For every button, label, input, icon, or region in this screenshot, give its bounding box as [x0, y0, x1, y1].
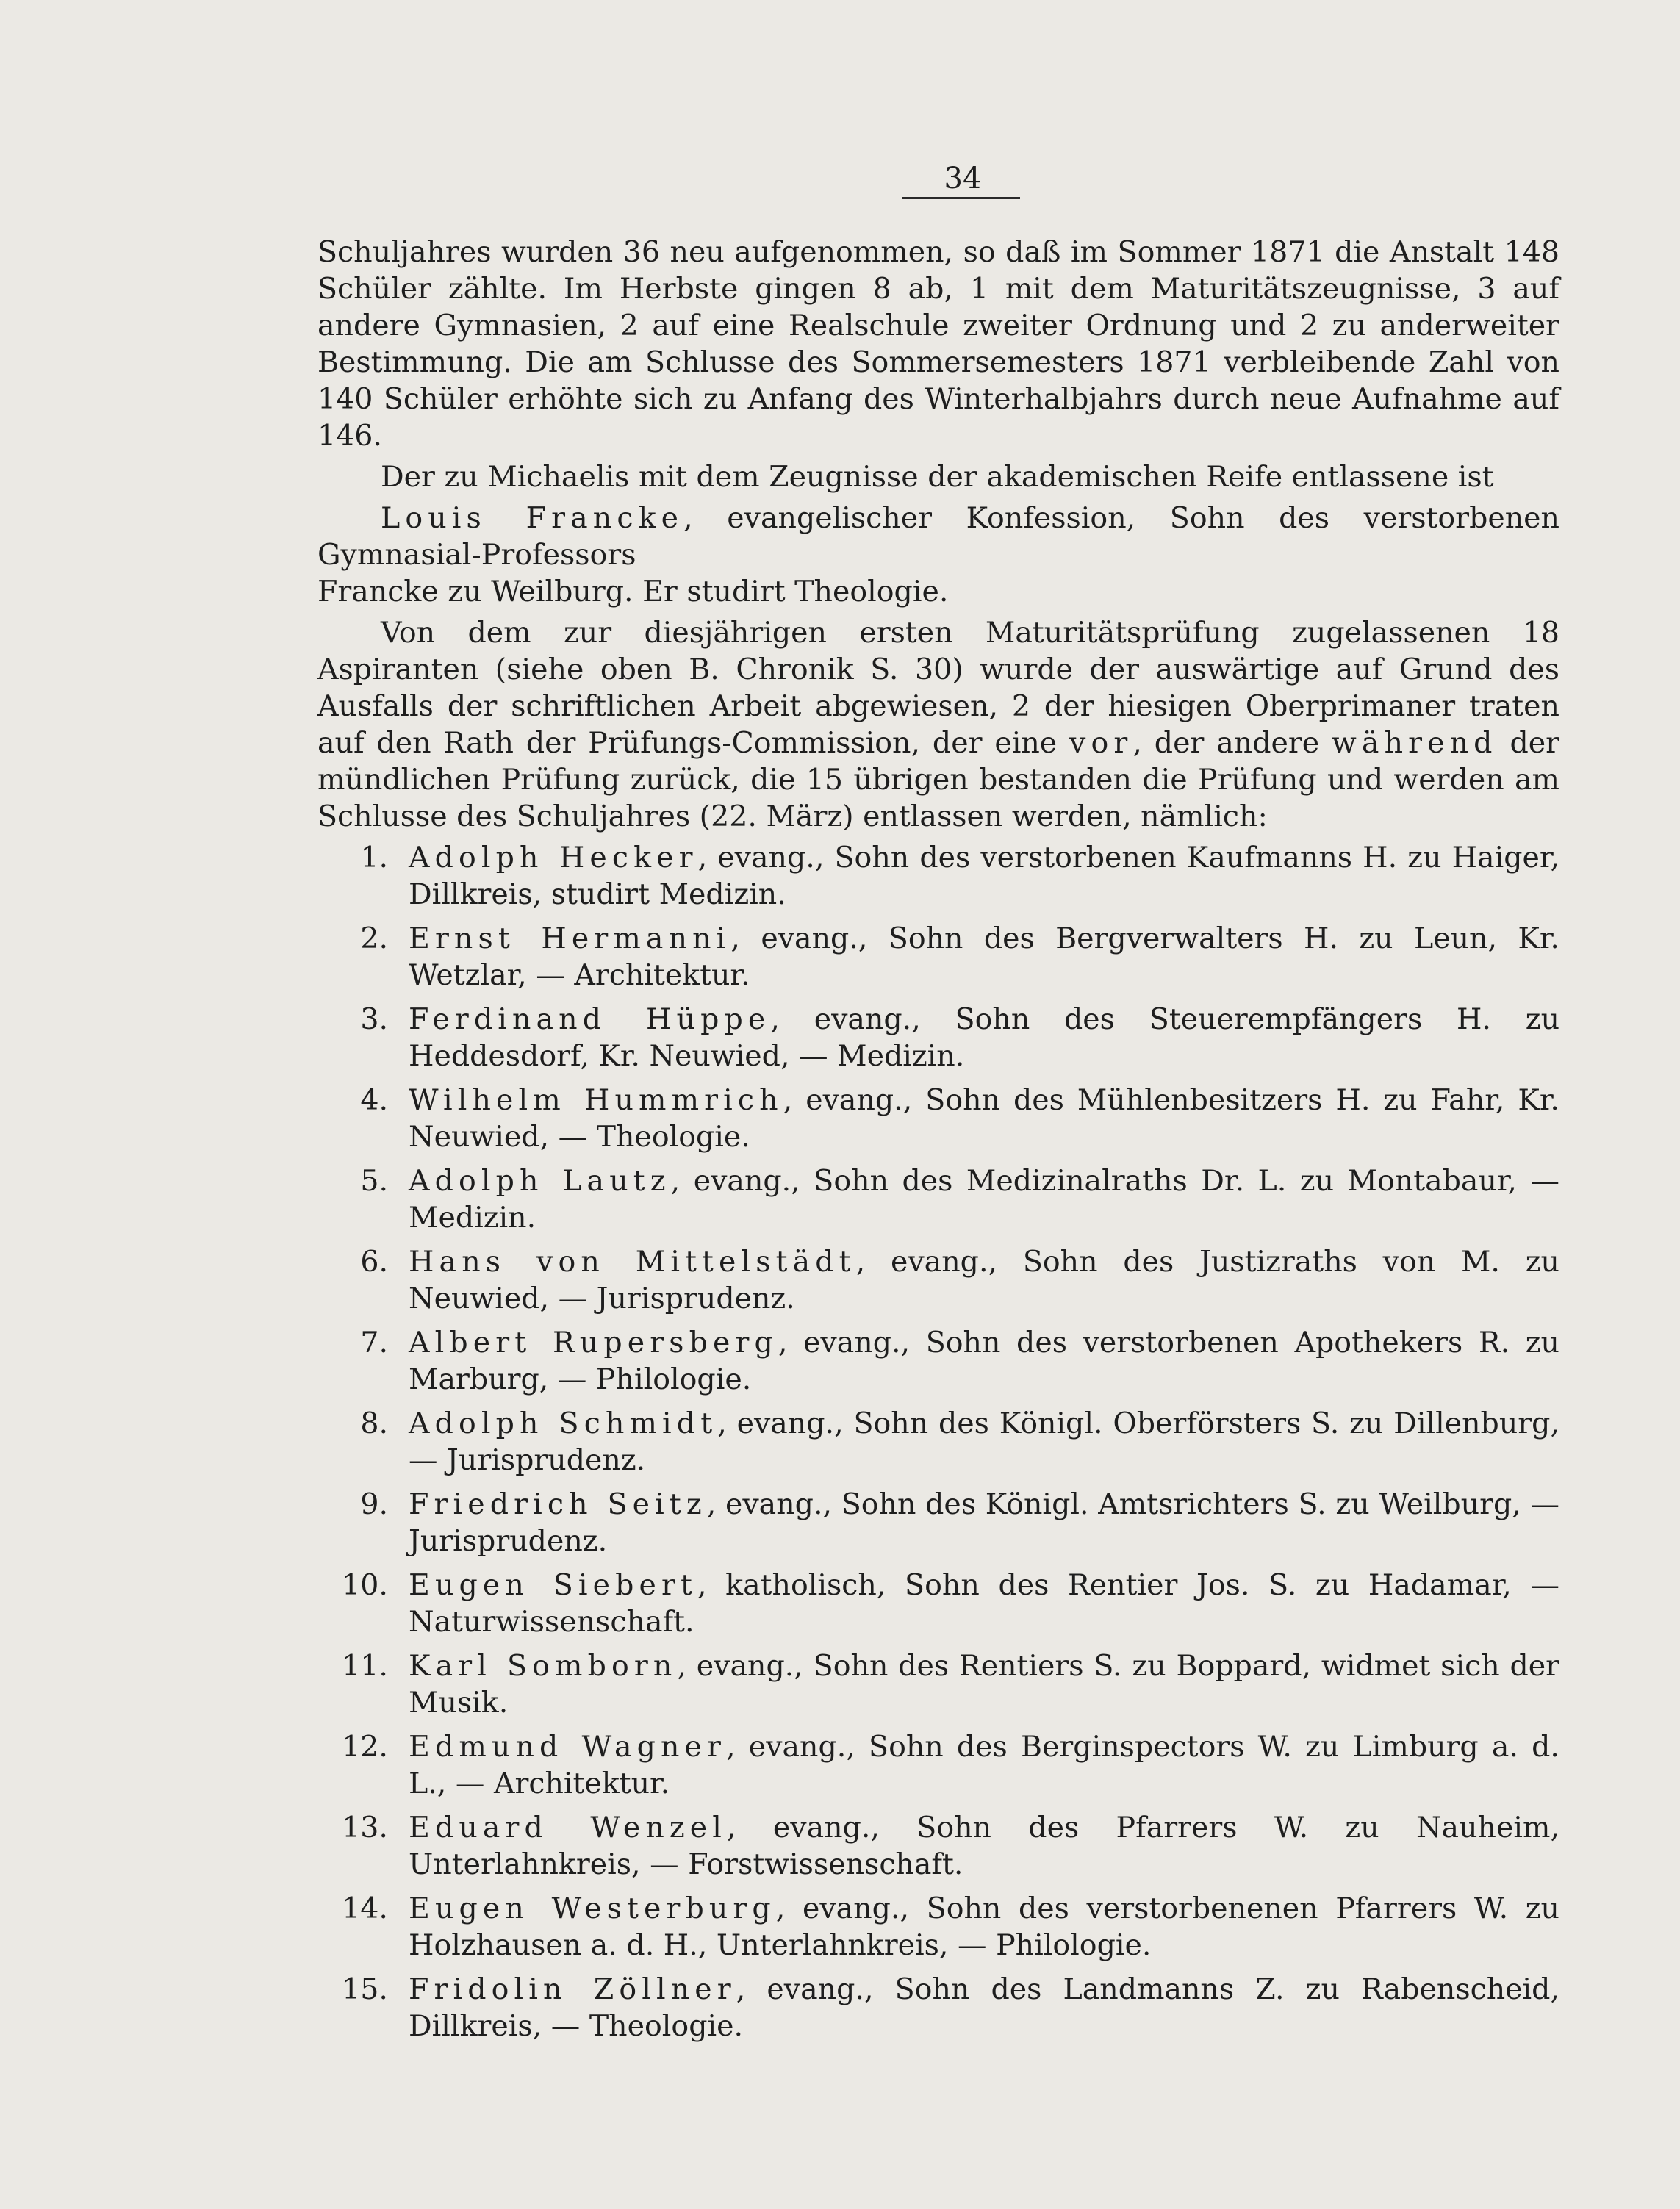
- page-number-rule: [902, 197, 1020, 199]
- paragraph-francke: [317, 500, 1559, 610]
- graduate-details: , evang., Sohn des Bergverwalters H. zu Leun, Kr. Wetzlar, — Architektur.: [409, 922, 1559, 992]
- graduate-name: Albert Rupersberg: [409, 1326, 778, 1359]
- graduate-details: , evang., Sohn des Landmanns Z. zu Rabenscheid, Dillkreis, — Theologie.: [409, 1972, 1559, 2043]
- exam-text-vor: vor: [1069, 726, 1133, 760]
- list-item-number: 1.: [360, 841, 388, 874]
- graduate-details: , evang., Sohn des Rentiers S. zu Boppard, widmet sich der Musik.: [409, 1649, 1559, 1720]
- graduate-name: Fridolin Zöllner: [409, 1972, 736, 2006]
- list-item: [317, 1567, 1559, 1640]
- list-item: [317, 1890, 1559, 1964]
- graduate-name: Hans von Mittelstädt: [409, 1245, 856, 1279]
- list-item: [317, 1163, 1559, 1236]
- exam-text-end: der mündlichen Prüfung zurück, die 15 übrigen bestanden: [317, 726, 1559, 797]
- list-item: [317, 920, 1559, 994]
- list-item: [317, 1405, 1559, 1479]
- graduate-details: , evang., Sohn des verstorbenen Kaufmanns H. zu Haiger, Dillkreis, studirt Medizin.: [409, 841, 1560, 911]
- list-item: [317, 1971, 1559, 2044]
- graduate-details: , evang., Sohn des verstorbenen Apothekers R. zu Marburg, — Philologie.: [409, 1326, 1559, 1396]
- list-item: [317, 1648, 1559, 1721]
- list-item-number: 14.: [342, 1892, 388, 1925]
- paragraph-school-year: Schuljahres wurden 36 neu aufgenommen, so daß im Sommer 1871 die Anstalt 148 Schüler zählte. Im Herbste gingen 8 ab, 1 mit dem Maturitätszeugnisse, 3 auf andere Gymnasien, 2 auf eine Realschule zweiter Ordnung und 2 zu anderweiter Bestimmung. Die am Schlusse des Sommersemesters 1871 verbleibende Zahl von 140 Schüler erhöhte sich zu Anfang des Winterhalbjahrs durch neue Aufnahme auf 146.: [317, 235, 1559, 453]
- list-item: [317, 1486, 1559, 1559]
- page-number: 34: [944, 162, 982, 195]
- graduate-name: Eugen Siebert: [409, 1568, 697, 1602]
- graduate-details: , evang., Sohn des Pfarrers W. zu Nauheim, Unterlahnkreis, — Forstwissenschaft.: [409, 1811, 1559, 1881]
- list-item: [317, 1728, 1559, 1802]
- graduate-name: Adolph Lautz: [409, 1164, 671, 1198]
- list-item-number: 8.: [360, 1407, 388, 1440]
- exam-text-waehrend: während: [1332, 726, 1498, 760]
- graduate-details: , evang., Sohn des Berginspectors W. zu Limburg a. d. L., — Architektur.: [409, 1730, 1559, 1800]
- list-item-number: 11.: [342, 1649, 388, 1683]
- paragraph-exam: [317, 614, 1559, 835]
- list-item: [317, 1082, 1559, 1155]
- list-item-number: 7.: [360, 1326, 388, 1359]
- list-item-number: 6.: [360, 1245, 388, 1279]
- francke-details: , evangelischer Konfession, Sohn des verstorbenen Gymnasial-Professors: [317, 501, 1559, 572]
- exam-text-start: Von dem zur diesjährigen ersten Maturitätsprüfung zugelassenen 18 Aspiranten (siehe oben B. Chronik S. 30) wurde der auswärtige auf Grund des Ausfalls der schriftlichen Arbeit abgewiesen, 2 der hiesigen Oberprimaner traten auf den Rath der Prüfungs-Commission, der eine: [317, 616, 1559, 760]
- list-item-number: 3.: [360, 1002, 388, 1036]
- graduate-list: [317, 839, 1559, 2044]
- list-item: [317, 1243, 1559, 1317]
- list-item: [317, 839, 1559, 913]
- exam-text-close: die Prüfung und werden am Schlusse des Schuljahres (22. März) entlassen werden, nämlich:: [317, 763, 1559, 833]
- list-item: [317, 1001, 1559, 1074]
- graduate-name-francke: Louis Francke: [381, 501, 684, 535]
- graduate-details: , katholisch, Sohn des Rentier Jos. S. zu Hadamar, — Naturwissenschaft.: [409, 1568, 1559, 1639]
- exam-text-mid: , der andere: [1132, 726, 1320, 760]
- list-item-number: 15.: [342, 1972, 388, 2006]
- graduate-name: Eugen Westerburg: [409, 1892, 776, 1925]
- list-item-number: 12.: [342, 1730, 388, 1764]
- graduate-details: , evang., Sohn des verstorbenenen Pfarrers W. zu Holzhausen a. d. H., Unterlahnkreis, — Philologie.: [409, 1892, 1559, 1962]
- graduate-name: Edmund Wagner: [409, 1730, 727, 1764]
- graduate-name: Friedrich Seitz: [409, 1487, 707, 1521]
- list-item: [317, 1324, 1559, 1398]
- graduate-details: , evang., Sohn des Medizinalraths Dr. L. zu Montabaur, — Medizin.: [409, 1164, 1559, 1235]
- graduate-details: , evang., Sohn des Steuerempfängers H. zu Heddesdorf, Kr. Neuwied, — Medizin.: [409, 1002, 1560, 1073]
- graduate-details: , evang., Sohn des Königl. Oberförsters S. zu Dillenburg, — Jurisprudenz.: [409, 1407, 1559, 1477]
- graduate-details: , evang., Sohn des Königl. Amtsrichters S. zu Weilburg, — Jurisprudenz.: [409, 1487, 1559, 1558]
- francke-details-cont: Francke zu Weilburg. Er studirt Theologie.: [317, 575, 949, 608]
- graduate-name: Ferdinand Hüppe: [409, 1002, 771, 1036]
- list-item: [317, 1809, 1559, 1883]
- graduate-name: Adolph Hecker: [409, 841, 698, 874]
- graduate-name: Wilhelm Hummrich: [409, 1083, 783, 1117]
- paragraph-michaelis: Der zu Michaelis mit dem Zeugnisse der akademischen Reife entlassene ist: [381, 460, 1494, 494]
- graduate-name: Ernst Hermanni: [409, 922, 731, 955]
- graduate-name: Karl Somborn: [409, 1649, 678, 1683]
- list-item-number: 10.: [342, 1568, 388, 1602]
- list-item-number: 9.: [360, 1487, 388, 1521]
- graduate-name: Adolph Schmidt: [409, 1407, 718, 1440]
- graduate-details: , evang., Sohn des Mühlenbesitzers H. zu Fahr, Kr. Neuwied, — Theologie.: [409, 1083, 1559, 1154]
- list-item-number: 2.: [360, 922, 388, 955]
- graduate-name: Eduard Wenzel: [409, 1811, 728, 1845]
- list-item-number: 4.: [360, 1083, 388, 1117]
- list-item-number: 5.: [360, 1164, 388, 1198]
- document-body: [317, 234, 1559, 2052]
- list-item-number: 13.: [342, 1811, 388, 1845]
- graduate-details: , evang., Sohn des Justizraths von M. zu Neuwied, — Jurisprudenz.: [409, 1245, 1559, 1315]
